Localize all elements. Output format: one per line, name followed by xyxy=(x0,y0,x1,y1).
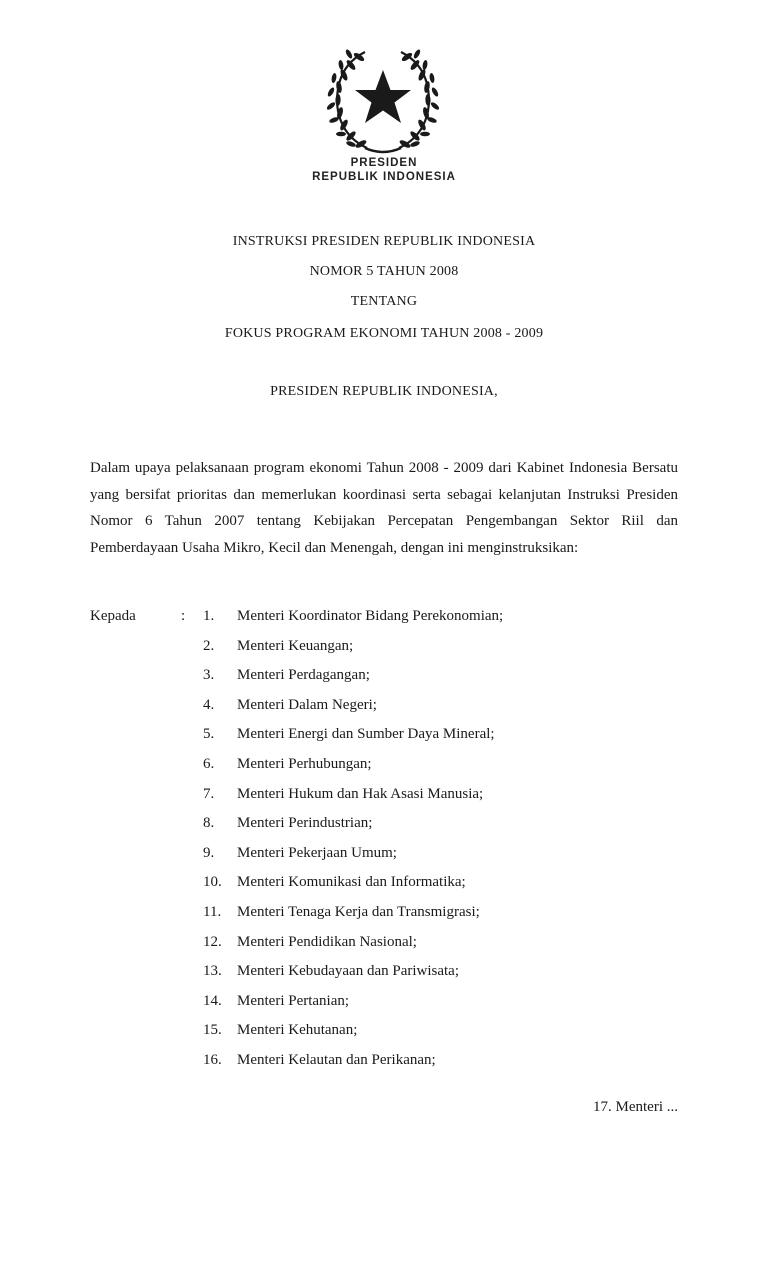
list-item-text: Menteri Kebudayaan dan Pariwisata; xyxy=(237,963,460,980)
list-item-number: 1. xyxy=(203,608,215,624)
list-item-text: Menteri Pekerjaan Umum; xyxy=(237,844,397,861)
seal-caption-line2: REPUBLIK INDONESIA xyxy=(312,171,456,183)
kepada-label: Kepada xyxy=(90,608,136,624)
list-item-text: Menteri Perindustrian; xyxy=(237,815,373,832)
list-item xyxy=(0,1022,768,1044)
document-addressee: PRESIDEN REPUBLIK INDONESIA, xyxy=(270,384,498,399)
document-title: INSTRUKSI PRESIDEN REPUBLIK INDONESIA xyxy=(232,234,536,249)
list-item xyxy=(0,1052,768,1074)
list-item-text: Menteri Pertanian; xyxy=(237,992,350,1009)
list-item-number: 15. xyxy=(203,1022,222,1039)
list-item-text: Menteri Perdagangan; xyxy=(237,667,370,684)
list-item-number: 3. xyxy=(203,667,215,684)
list-item xyxy=(0,963,768,985)
list-item xyxy=(0,786,768,808)
seal-caption-line1: PRESIDEN xyxy=(350,157,418,169)
kepada-colon: : xyxy=(181,608,186,624)
list-item xyxy=(0,845,768,867)
list-item-number: 8. xyxy=(203,815,215,832)
list-item xyxy=(0,726,768,748)
list-item xyxy=(0,815,768,837)
document-number: NOMOR 5 TAHUN 2008 xyxy=(309,264,459,279)
list-item-text: Menteri Energi dan Sumber Daya Mineral; xyxy=(237,726,495,743)
list-item xyxy=(0,756,768,778)
list-item-number: 2. xyxy=(203,637,215,654)
list-item-number: 12. xyxy=(203,933,222,950)
list-item-text: Menteri Kehutanan; xyxy=(237,1022,358,1039)
list-item xyxy=(0,608,768,630)
list-item xyxy=(0,993,768,1015)
presidential-seal-icon xyxy=(327,40,439,156)
list-item xyxy=(0,638,768,660)
document-tentang: TENTANG xyxy=(350,294,418,309)
list-item-number: 10. xyxy=(203,874,222,891)
list-item xyxy=(0,904,768,926)
list-item xyxy=(0,874,768,896)
list-item-number: 13. xyxy=(203,963,222,980)
list-item xyxy=(0,934,768,956)
list-item-text: Menteri Komunikasi dan Informatika; xyxy=(237,874,466,891)
continuation-marker: 17. Menteri ... xyxy=(593,1099,678,1115)
list-item-text: Menteri Kelautan dan Perikanan; xyxy=(237,1052,436,1068)
list-item-number: 11. xyxy=(203,904,222,920)
list-item-number: 14. xyxy=(203,992,222,1009)
intro-paragraph: Dalam upaya pelaksanaan program ekonomi Tahun 2008 - 2009 dari Kabinet Indonesia Bersatu yang bersifat prioritas dan memerlukan koordinasi serta sebagai kelanjutan Instruksi Presiden Nomor 6 Tahun 2007 tentang Kebijakan Percepatan Pengembangan Sektor Riil dan Pemberdayaan Usaha Mikro, Kecil dan Menengah, dengan ini menginstruksikan: xyxy=(90,460,678,556)
list-item-text: Menteri Pendidikan Nasional; xyxy=(237,933,417,950)
list-item-number: 4. xyxy=(203,696,215,713)
list-item-text: Menteri Dalam Negeri; xyxy=(237,696,377,713)
list-item-text: Menteri Keuangan; xyxy=(237,637,354,654)
list-item-number: 5. xyxy=(203,726,215,743)
list-item-number: 6. xyxy=(203,756,215,772)
list-item xyxy=(0,667,768,689)
list-item-number: 16. xyxy=(203,1052,222,1068)
list-item xyxy=(0,697,768,719)
list-item-text: Menteri Tenaga Kerja dan Transmigrasi; xyxy=(237,904,480,920)
list-item-number: 9. xyxy=(203,844,215,861)
list-item-text: Menteri Koordinator Bidang Perekonomian; xyxy=(237,608,504,624)
list-item-text: Menteri Hukum dan Hak Asasi Manusia; xyxy=(237,785,484,802)
list-item-text: Menteri Perhubungan; xyxy=(237,756,372,772)
list-item-number: 7. xyxy=(203,785,215,802)
document-subject: FOKUS PROGRAM EKONOMI TAHUN 2008 - 2009 xyxy=(224,326,544,341)
